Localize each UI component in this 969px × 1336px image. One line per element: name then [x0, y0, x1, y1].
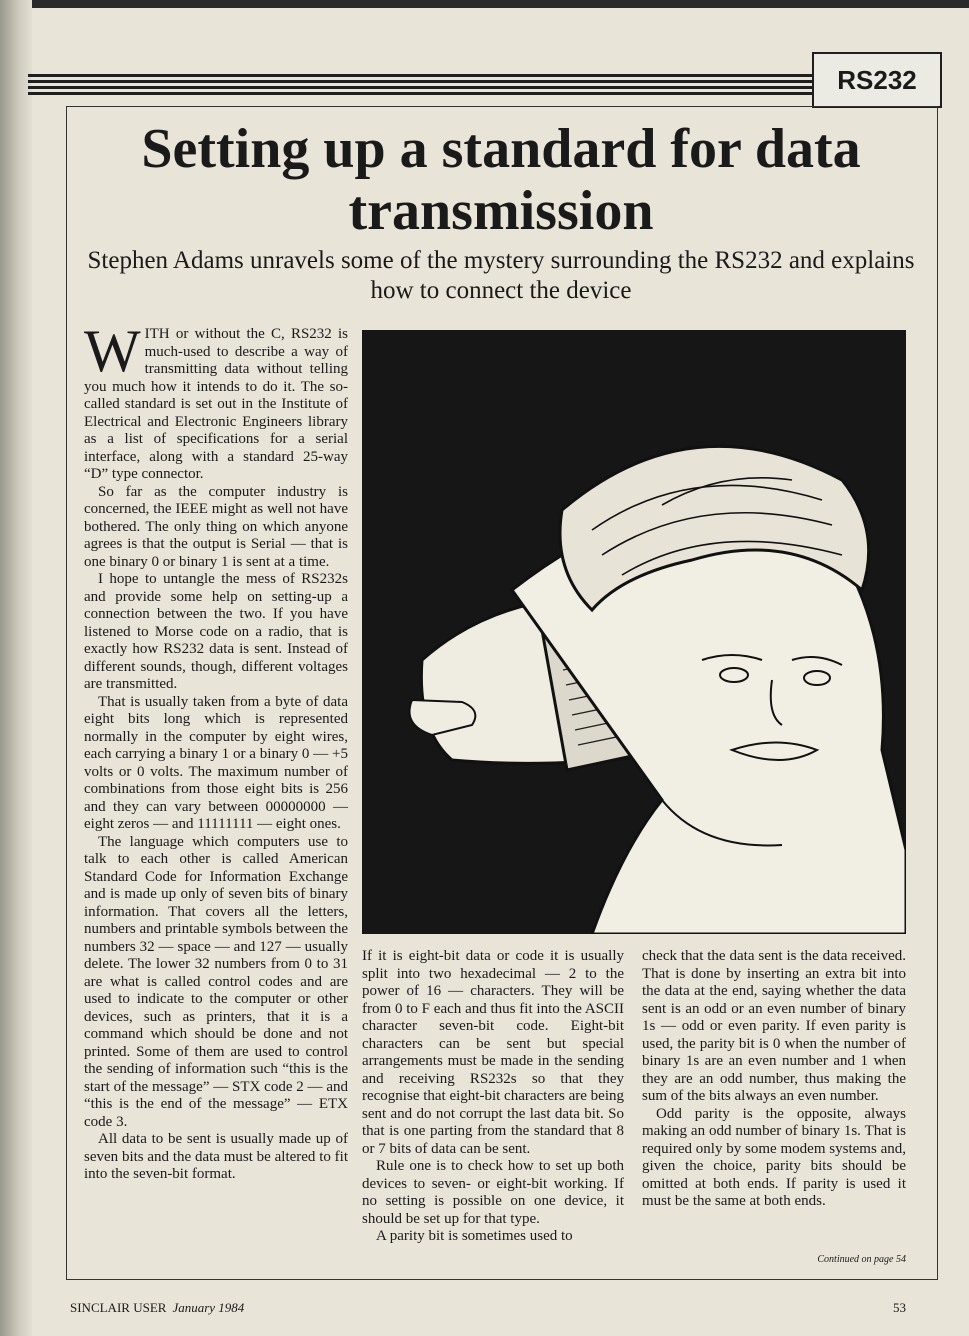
paragraph: WITH or without the C, RS232 is much-used to describe a way of transmitting data without telling you much how it intends to do it. The so-called standard is set out in the Institute of Electrical and Electronic Engineers library as a list of specifications for a serial interface, along with a standard 25-way “D” type connector. [84, 318, 348, 482]
body-column-2 [362, 948, 624, 1246]
article-subtitle: Stephen Adams unravels some of the mystery surrounding the RS232 and explains how to connect the device [87, 247, 915, 304]
paragraph: A parity bit is sometimes used to [376, 1228, 573, 1244]
continued-note: Continued on page 54 [817, 1254, 906, 1265]
body-column-3 [642, 948, 906, 1211]
article-title: Setting up a standard for data transmission [141, 118, 861, 242]
paragraph: So far as the computer industry is concerned, the IEEE might as well not have bothered. The only thing on which anyone agrees is that the output is Serial — that is one binary 0 or binary 1 is sent at a time. [84, 483, 348, 570]
footer-magazine [70, 1300, 244, 1316]
header-rules [28, 74, 838, 102]
paragraph: I hope to untangle the mess of RS232s and provide some help on setting-up a connection between the two. If you have listened to Morse code on a radio, that is exactly how RS232 data is sent. Instead of different sounds, though, different voltages are transmitted. [84, 571, 348, 692]
section-tag: RS232 [812, 52, 942, 108]
paragraph: All data to be sent is usually made up of seven bits and the data must be altered to fit into the seven-bit format. [84, 1131, 348, 1182]
body-column-1 [84, 318, 348, 1184]
paragraph: If it is eight-bit data or code it is usually split into two hexadecimal — 2 to the power of 16 — characters. They will be from 0 to F each and thus fit into the ASCII character seven-bit code. Eight-bit characters can be sent but special arrangements must be made in the sending and receiving RS232s so that they recognise that eight-bit characters are being sent and do not corrupt the last data bit. So that is one parting from the standard that 8 or 7 bits of data can be sent. [362, 948, 624, 1157]
facing-page-edge [0, 0, 32, 1336]
illustration-drawing [362, 330, 906, 934]
page-number: 53 [893, 1300, 906, 1315]
magazine-name: SINCLAIR USER [70, 1300, 167, 1315]
paragraph: check that the data sent is the data received. That is done by inserting an extra bit into the data at the end, saying whether the data sent is an odd or an even number of binary 1s — odd or even parity. If even parity is used, the parity bit is 0 when the number of binary 1s are an even number and 1 when they are an odd number, thus making the sum of the bits always an even number. [642, 948, 906, 1104]
page-top-shadow [0, 0, 969, 8]
issue-date: January 1984 [172, 1300, 245, 1315]
paragraph: That is usually taken from a byte of data eight bits long which is represented normally in the computer by eight wires, each carrying a binary 1 or a binary 0 — +5 volts or 0 volts. The maximum number of combinations from those eight bits is 256 and they can vary between 00000000 — eight zeros — and 11111111 — eight ones. [84, 693, 348, 832]
paragraph: The language which computers use to talk to each other is called American Standard Code for Information Exchange and is made up only of seven bits of binary information. That covers all the letters, numbers and printable symbols between the numbers 32 — space — and 127 — usually delete. The lower 32 numbers from 0 to 31 are what is called control codes and are used to indicate to the computer or other devices, such as printers, that it is a command which should be done and not printed. Some of them are used to control the sending of information such “this is the start of the message” — STX code 2 — and “this is the end of the message” — ETX code 3. [84, 833, 348, 1130]
paragraph: Odd parity is the opposite, always making an odd number of binary 1s. That is required only by some modem systems and, given the choice, parity bits should be omitted at both ends. If parity is used it must be the same at both ends. [642, 1105, 906, 1209]
paragraph: Rule one is to check how to set up both devices to seven- or eight-bit working. If no setting is possible on one device, it should be set up for that type. [362, 1158, 624, 1227]
illustration-man-with-radio [362, 330, 906, 934]
drop-cap: W [84, 318, 141, 384]
